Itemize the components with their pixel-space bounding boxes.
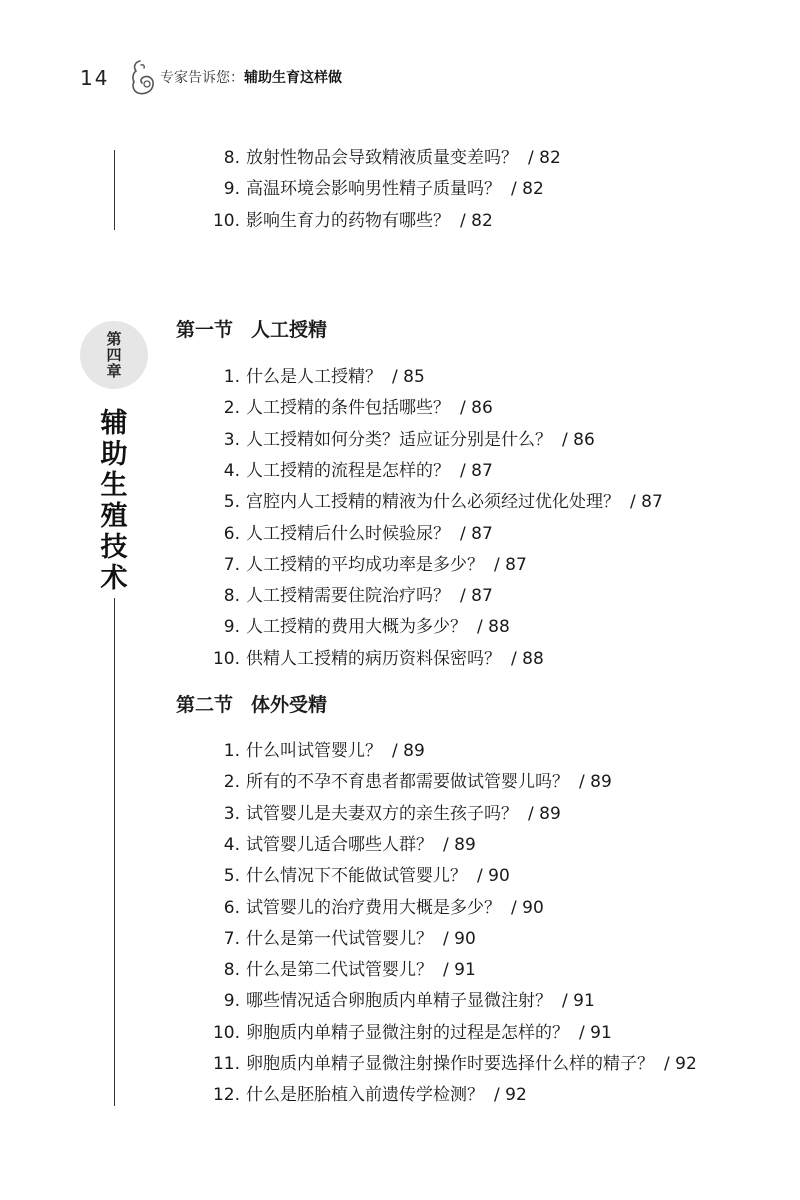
entry-page: / 86 — [460, 398, 493, 419]
chapter-title — [96, 408, 132, 594]
chapter-title-char: 生 — [100, 470, 128, 501]
entry-title: 宫腔内人工授精的精液为什么必须经过优化处理？ — [246, 492, 620, 513]
chapter-title-char: 辅 — [100, 408, 128, 439]
entry-title: 所有的不孕不育患者都需要做试管婴儿吗？ — [246, 772, 569, 793]
entry-page: / 86 — [562, 429, 595, 450]
toc-entry[interactable] — [196, 615, 510, 639]
toc-entry[interactable] — [196, 896, 544, 920]
chapter-label-char: 第 — [106, 330, 122, 348]
entry-number: 10. — [212, 210, 240, 231]
entry-title: 试管婴儿的治疗费用大概是多少？ — [246, 897, 501, 918]
entry-page: / 82 — [511, 179, 544, 200]
entry-page: / 89 — [392, 741, 425, 761]
entry-title: 哪些情况适合卵胞质内单精子显微注射？ — [246, 991, 552, 1012]
entry-number: 12. — [212, 1085, 240, 1106]
chapter-label-char: 四 — [106, 346, 122, 364]
entry-title: 放射性物品会导致精液质量变差吗？ — [246, 148, 518, 168]
toc-entry[interactable] — [196, 428, 595, 452]
entry-title: 人工授精的流程是怎样的？ — [246, 460, 450, 481]
bottom-divider-line — [114, 598, 115, 1106]
entry-number: 3. — [223, 429, 240, 450]
toc-entry[interactable] — [196, 177, 544, 201]
entry-page: / 85 — [392, 367, 425, 387]
entry-number: 7. — [223, 554, 240, 575]
pregnant-woman-logo-icon — [128, 58, 158, 96]
chapter-title-char: 助 — [100, 439, 128, 470]
entry-title: 试管婴儿适合哪些人群？ — [246, 834, 433, 855]
entry-number: 5. — [223, 492, 240, 513]
entry-page: / 87 — [630, 492, 663, 513]
entry-page: / 90 — [511, 897, 544, 918]
entry-number: 2. — [223, 772, 240, 793]
section-title: 体外受精 — [251, 694, 328, 716]
entry-title: 供精人工授精的病历资料保密吗？ — [246, 648, 501, 669]
section-heading[interactable] — [176, 317, 327, 343]
entry-number: 4. — [223, 460, 240, 481]
toc-entry[interactable] — [196, 802, 561, 826]
entry-title: 高温环境会影响男性精子质量吗？ — [246, 179, 501, 200]
chapter-label-char: 章 — [106, 362, 122, 380]
entry-title: 什么情况下不能做试管婴儿？ — [246, 866, 467, 887]
page-number: 14 — [80, 66, 110, 90]
chapter-badge — [80, 321, 148, 389]
entry-number: 8. — [223, 586, 240, 607]
entry-page: / 88 — [477, 617, 510, 638]
entry-number: 1. — [223, 741, 240, 761]
entry-number: 11. — [212, 1054, 240, 1074]
toc-entry[interactable] — [196, 647, 544, 671]
section-label: 第一节 — [176, 319, 234, 341]
entry-title: 人工授精如何分类？适应证分别是什么？ — [246, 429, 552, 450]
entry-page: / 89 — [443, 834, 476, 855]
entry-page: / 82 — [528, 148, 561, 168]
entry-title: 什么是人工授精？ — [246, 367, 382, 387]
toc-entry[interactable] — [196, 396, 493, 420]
entry-page: / 91 — [579, 1022, 612, 1043]
toc-entry[interactable] — [196, 1052, 697, 1076]
book-title — [160, 68, 342, 88]
entry-title: 试管婴儿是夫妻双方的亲生孩子吗？ — [246, 803, 518, 824]
toc-entry[interactable] — [196, 365, 425, 389]
entry-page: / 82 — [460, 210, 493, 231]
chapter-title-char: 术 — [100, 563, 128, 594]
entry-number: 8. — [223, 148, 240, 168]
entry-page: / 90 — [443, 928, 476, 949]
book-title-main: 辅助生育这样做 — [244, 70, 342, 86]
entry-page: / 88 — [511, 648, 544, 669]
entry-title: 卵胞质内单精子显微注射的过程是怎样的？ — [246, 1022, 569, 1043]
entry-page: / 91 — [562, 991, 595, 1012]
entry-number: 4. — [223, 834, 240, 855]
toc-entry[interactable] — [196, 1083, 527, 1107]
entry-title: 人工授精的平均成功率是多少？ — [246, 554, 484, 575]
toc-entry[interactable] — [196, 739, 425, 763]
toc-entry[interactable] — [196, 927, 476, 951]
toc-entry[interactable] — [196, 553, 527, 577]
entry-number: 10. — [212, 648, 240, 669]
entry-number: 2. — [223, 398, 240, 419]
toc-entry[interactable] — [196, 146, 561, 170]
toc-entry[interactable] — [196, 864, 510, 888]
entry-number: 5. — [223, 866, 240, 887]
toc-entry[interactable] — [196, 490, 663, 514]
entry-page: / 90 — [477, 866, 510, 887]
top-divider-line — [114, 150, 115, 230]
entry-page: / 92 — [494, 1085, 527, 1106]
entry-number: 9. — [223, 991, 240, 1012]
toc-entry[interactable] — [196, 459, 493, 483]
toc-entry[interactable] — [196, 770, 612, 794]
toc-entry[interactable] — [196, 989, 595, 1013]
book-title-lead: 专家告诉您： — [160, 70, 244, 86]
entry-title: 什么是第二代试管婴儿？ — [246, 960, 433, 981]
entry-number: 3. — [223, 803, 240, 824]
entry-title: 影响生育力的药物有哪些？ — [246, 210, 450, 231]
entry-title: 人工授精的条件包括哪些？ — [246, 398, 450, 419]
entry-title: 什么是第一代试管婴儿？ — [246, 928, 433, 949]
entry-title: 什么是胚胎植入前遗传学检测？ — [246, 1085, 484, 1106]
chapter-title-char: 殖 — [100, 501, 128, 532]
section-heading[interactable] — [176, 692, 327, 718]
entry-page: / 87 — [460, 586, 493, 607]
entry-page: / 87 — [460, 523, 493, 544]
entry-number: 9. — [223, 617, 240, 638]
entry-title: 卵胞质内单精子显微注射操作时要选择什么样的精子？ — [246, 1054, 654, 1074]
entry-number: 8. — [223, 960, 240, 981]
entry-page: / 87 — [460, 460, 493, 481]
entry-page: / 89 — [579, 772, 612, 793]
toc-entry[interactable] — [196, 584, 493, 608]
section-label: 第二节 — [176, 694, 234, 716]
entry-title: 人工授精后什么时候验尿？ — [246, 523, 450, 544]
toc-entry[interactable] — [196, 1021, 612, 1045]
section-title: 人工授精 — [251, 319, 328, 341]
entry-number: 1. — [223, 367, 240, 387]
toc-entry[interactable] — [196, 958, 476, 982]
toc-entry[interactable] — [196, 522, 493, 546]
chapter-title-char: 技 — [100, 532, 128, 563]
entry-page: / 91 — [443, 960, 476, 981]
entry-number: 7. — [223, 928, 240, 949]
entry-number: 10. — [212, 1022, 240, 1043]
entry-number: 6. — [223, 897, 240, 918]
toc-entry[interactable] — [196, 209, 493, 233]
entry-number: 6. — [223, 523, 240, 544]
entry-title: 人工授精的费用大概为多少？ — [246, 617, 467, 638]
entry-title: 人工授精需要住院治疗吗？ — [246, 586, 450, 607]
entry-title: 什么叫试管婴儿？ — [246, 741, 382, 761]
entry-page: / 87 — [494, 554, 527, 575]
entry-page: / 89 — [528, 803, 561, 824]
toc-entry[interactable] — [196, 833, 476, 857]
entry-number: 9. — [223, 179, 240, 200]
entry-page: / 92 — [664, 1054, 697, 1074]
